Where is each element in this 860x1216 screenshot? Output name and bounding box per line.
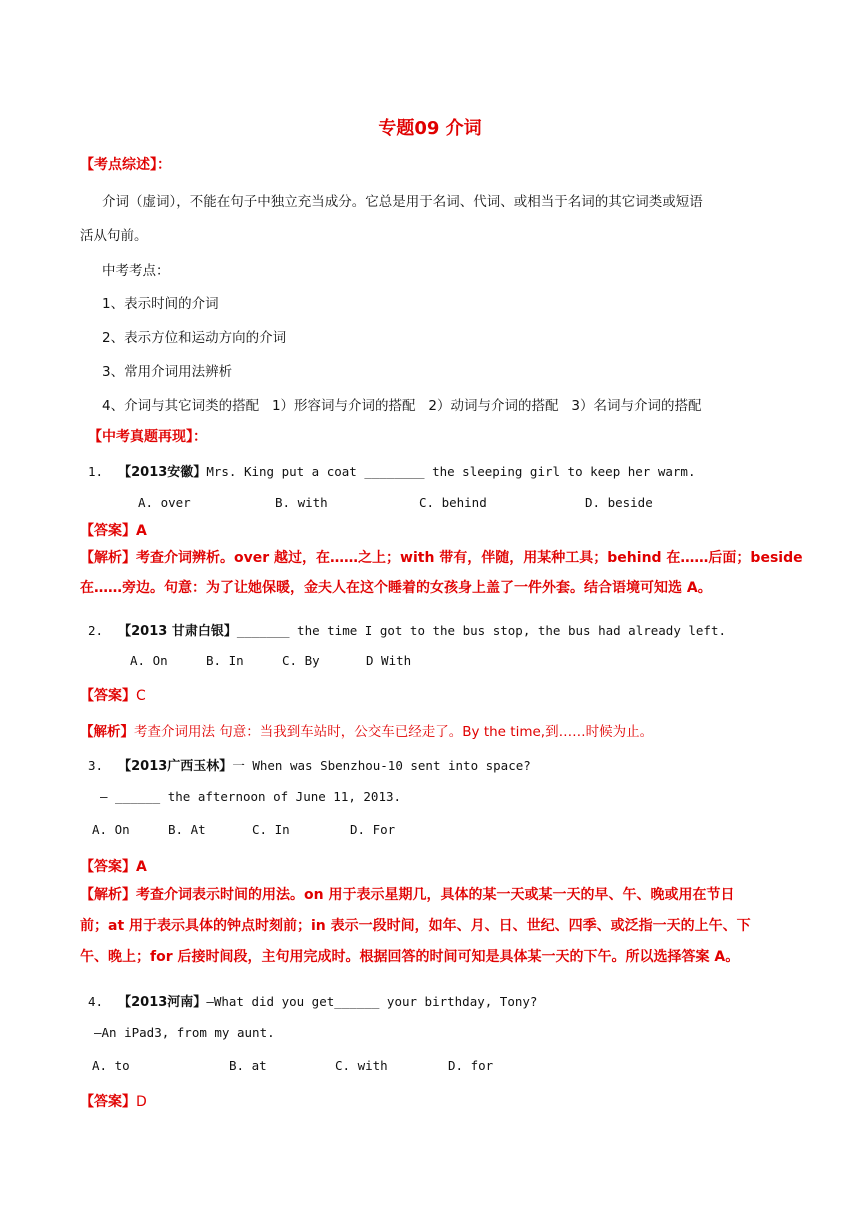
option: D. for	[448, 1058, 494, 1073]
analysis-1	[80, 543, 810, 603]
question-4	[88, 991, 537, 1010]
answer-label: 【答案】	[80, 688, 136, 704]
question-stem: _______ the time I got to the bus stop, the bus had already left.	[236, 623, 727, 638]
option: D. For	[350, 822, 396, 837]
analysis-text-line2: 前；at 用于表示具体的钟点时刻前；in 表示一段时间，如年、月、日、世纪、四季、或泛指一天的上午、下	[80, 918, 751, 934]
question-stem: —What did you get______ your birthday, Tony?	[206, 994, 538, 1009]
option: B. At	[168, 822, 206, 837]
option: A. to	[92, 1058, 130, 1073]
question-source: 【2013 甘肃白银】	[118, 624, 237, 639]
option: A. On	[130, 653, 168, 668]
answer-value: C	[136, 688, 146, 704]
question-source: 【2013河南】	[118, 995, 207, 1010]
answer-label: 【答案】	[80, 523, 136, 539]
question-source: 【2013广西玉林】	[118, 759, 233, 774]
question-1	[88, 461, 695, 480]
question-3-reply: — ______ the afternoon of June 11, 2013.	[100, 789, 402, 804]
option: A. On	[92, 822, 130, 837]
option: A. over	[138, 495, 191, 510]
analysis-text-line1: 考查介词用法 句意：当我到车站时，公交车已经走了。By the time,到……时候为止。	[134, 724, 654, 740]
question-source: 【2013安徽】	[118, 465, 207, 480]
option: B. at	[229, 1058, 267, 1073]
exam-heading: 【中考真题再现】：	[88, 429, 207, 445]
answer-value: A	[136, 859, 147, 875]
question-number: 3.	[88, 758, 104, 773]
analysis-text-line2: 在……旁边。句意：为了让她保暖，金夫人在这个睡着的女孩身上盖了一件外套。结合语境可知选 A。	[80, 580, 712, 596]
question-4-reply: —An iPad3, from my aunt.	[94, 1025, 275, 1040]
analysis-2	[80, 720, 653, 740]
answer-label: 【答案】	[80, 1094, 136, 1110]
document-title: 专题09 介词	[378, 118, 482, 139]
option: B. with	[275, 495, 328, 510]
question-stem: 一 When was Sbenzhou-10 sent into space?	[232, 758, 531, 773]
option: C. In	[252, 822, 290, 837]
option: D. beside	[585, 495, 653, 510]
overview-paragraph-line1: 介词（虚词），不能在句子中独立充当成分。它总是用于名词、代词、或相当于名词的其它词类或短语	[102, 194, 703, 210]
answer-2	[80, 685, 146, 705]
analysis-3	[80, 880, 810, 973]
answer-1	[80, 520, 147, 540]
question-2	[88, 620, 726, 639]
point-item: 4、介词与其它词类的搭配 1）形容词与介词的搭配 2）动词与介词的搭配 3）名词与介词的搭配	[102, 398, 702, 414]
analysis-text-line1: 考查介词表示时间的用法。on 用于表示星期几，具体的某一天或某一天的早、午、晚或用在节日	[136, 887, 735, 903]
points-title: 中考考点：	[102, 263, 170, 279]
option: B. In	[206, 653, 244, 668]
analysis-label: 【解析】	[80, 550, 136, 566]
answer-label: 【答案】	[80, 859, 136, 875]
analysis-label: 【解析】	[80, 887, 136, 903]
overview-paragraph-line2: 活从句前。	[80, 228, 148, 244]
option: D With	[366, 653, 412, 668]
option: C. By	[282, 653, 320, 668]
analysis-label: 【解析】	[80, 724, 134, 740]
question-number: 2.	[88, 623, 104, 638]
option: C. with	[335, 1058, 388, 1073]
option: C. behind	[419, 495, 487, 510]
point-item: 1、表示时间的介词	[102, 296, 219, 312]
question-number: 1.	[88, 464, 104, 479]
analysis-text-line1: 考查介词辨析。over 越过，在……之上；with 带有，伴随，用某种工具；behind 在……后面；beside	[136, 550, 803, 566]
point-item: 2、表示方位和运动方向的介词	[102, 330, 287, 346]
question-3	[88, 755, 531, 774]
answer-value: D	[136, 1094, 147, 1110]
answer-3	[80, 856, 147, 876]
answer-4	[80, 1091, 147, 1111]
point-item: 3、常用介词用法辨析	[102, 364, 233, 380]
question-stem: Mrs. King put a coat ________ the sleeping girl to keep her warm.	[206, 464, 696, 479]
question-number: 4.	[88, 994, 104, 1009]
answer-value: A	[136, 523, 147, 539]
analysis-text-line3: 午、晚上；for 后接时间段，主句用完成时。根据回答的时间可知是具体某一天的下午。所以选择答案 A。	[80, 949, 740, 965]
overview-heading: 【考点综述】：	[80, 157, 171, 173]
